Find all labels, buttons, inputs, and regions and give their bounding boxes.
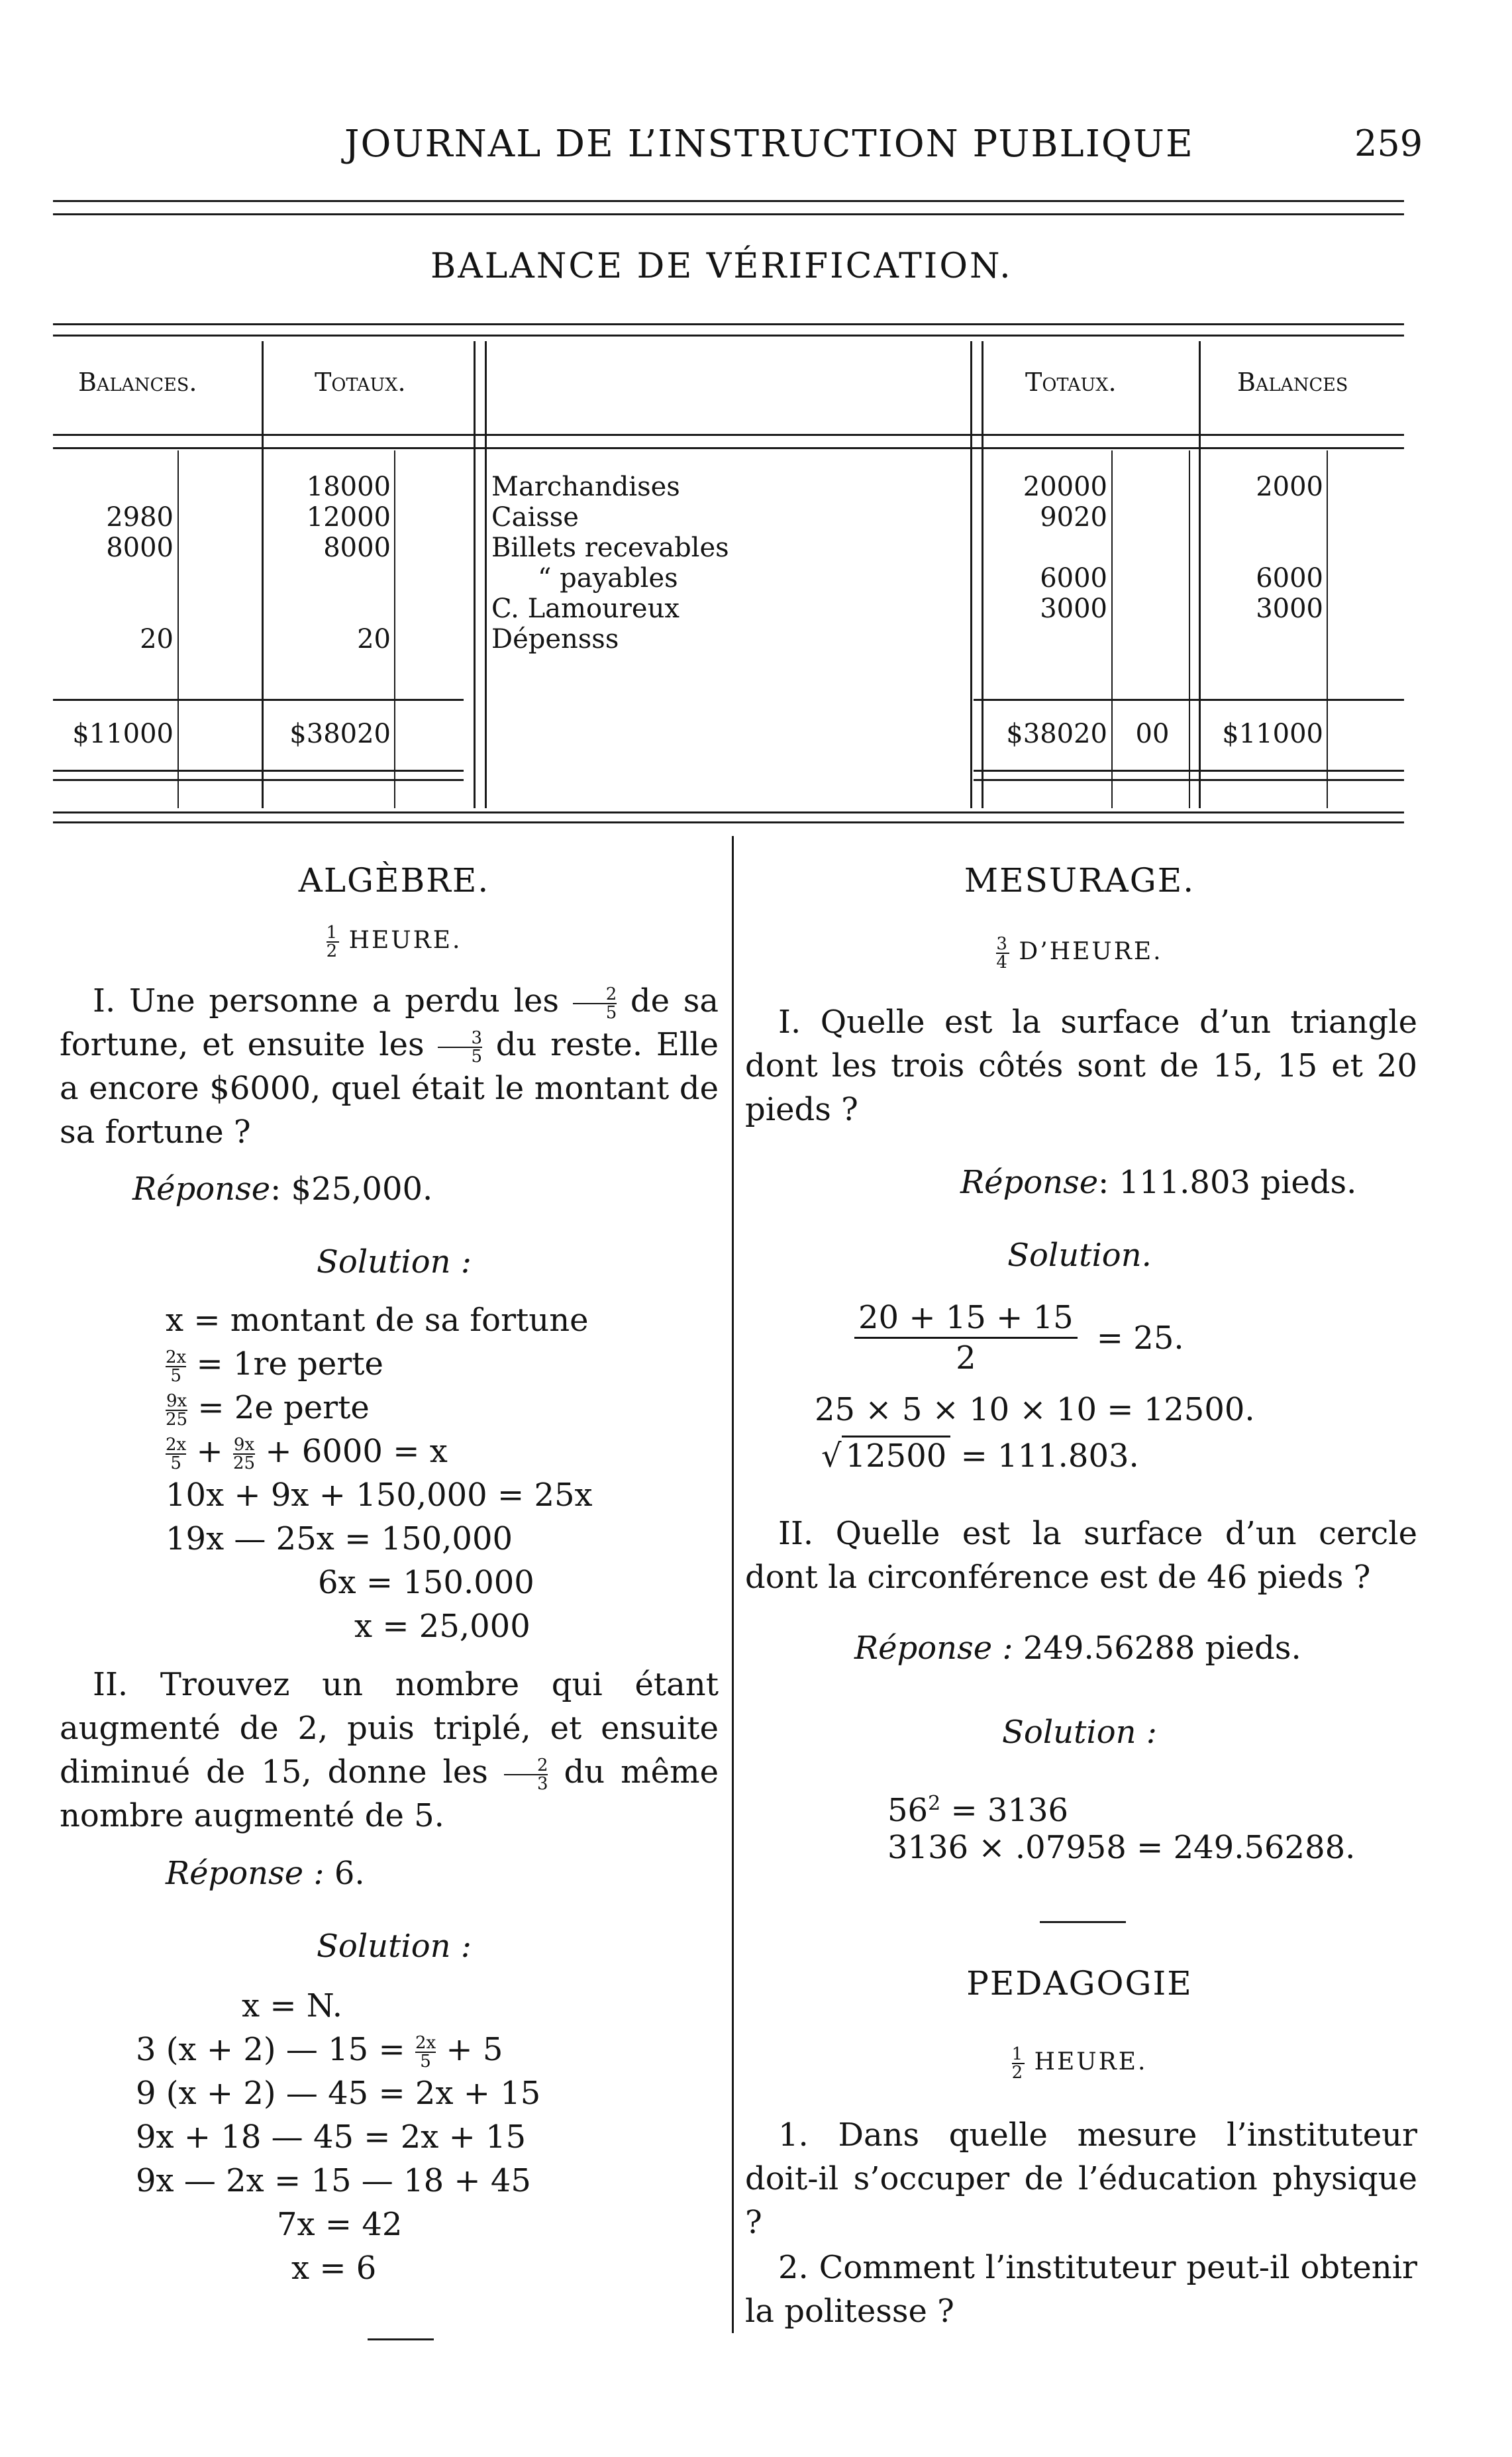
section-separator bbox=[1040, 1921, 1126, 1923]
pedagogie-question-1: 1. Dans quelle mesure l’instituteur doit-il s’occuper de l’éducation physique ? bbox=[745, 2117, 1417, 2241]
page-number: 259 bbox=[1354, 123, 1423, 164]
account-name: Dépensss bbox=[491, 624, 619, 654]
account-name: “ payables bbox=[538, 563, 678, 594]
table-cell: 3000 bbox=[1256, 594, 1323, 624]
table-cell bbox=[79, 472, 174, 502]
table-rule bbox=[53, 335, 1404, 337]
balance-title: BALANCE DE VÉRIFICATION. bbox=[430, 246, 1013, 286]
table-cell: 8000 bbox=[323, 533, 391, 563]
table-cell bbox=[285, 594, 391, 624]
table-col-rule bbox=[1327, 450, 1328, 808]
equation-line: 9x — 2x = 15 — 18 + 45 bbox=[136, 2162, 531, 2199]
table-col-rule bbox=[1199, 341, 1201, 808]
mesurage-solution-2-label: Solution : bbox=[1002, 1714, 1157, 1751]
table-cell: 18000 bbox=[306, 472, 391, 502]
column-accounts bbox=[491, 472, 955, 654]
algebre-title: ALGÈBRE. bbox=[298, 861, 490, 900]
journal-title: JOURNAL DE L’INSTRUCTION PUBLIQUE bbox=[344, 123, 1194, 166]
account-name: Marchandises bbox=[491, 472, 680, 502]
header-balances-left: Balances. bbox=[78, 368, 197, 397]
algebre-answer-2: Réponse : 6. bbox=[166, 1855, 365, 1892]
fraction: $\frac{3}{5}$ bbox=[438, 1029, 482, 1065]
table-col-rule bbox=[970, 341, 972, 808]
mesurage-question-1: I. Quelle est la surface d’un triangle dont les trois côtés sont de 15, 15 et 20 pieds ? bbox=[745, 1004, 1417, 1128]
equation-line: $\frac{9x}{25}$ = 2e perte bbox=[166, 1389, 370, 1430]
table-rule bbox=[53, 447, 1404, 449]
table-cell: 9020 bbox=[1040, 502, 1107, 533]
account-name: Billets recevables bbox=[491, 533, 729, 563]
table-rule bbox=[53, 323, 1404, 325]
equation-line: $\frac{2x}{5}$ = 1re perte bbox=[166, 1345, 383, 1386]
equation-line: 3 (x + 2) — 15 = $\frac{2x}{5}$ + 5 bbox=[136, 2031, 503, 2071]
algebre-solution-2-label: Solution : bbox=[317, 1928, 472, 1965]
algebre-question-1: I. Une personne a perdu les $\frac{2}{5}$ de sa fortune, et ensuite les $\frac{3}{5}$ du reste. Elle a encore $6000, quel était le montant de sa fortune ? bbox=[60, 982, 719, 1151]
mesurage-title: MESURAGE. bbox=[964, 861, 1195, 900]
header-totaux-right: Totaux. bbox=[1025, 368, 1117, 397]
header-totaux-left: Totaux. bbox=[315, 368, 406, 397]
equation-line: 25 × 5 × 10 × 10 = 12500. bbox=[815, 1391, 1255, 1428]
equation-line: x = N. bbox=[242, 1987, 342, 2024]
fraction: $\frac{2}{5}$ bbox=[573, 986, 617, 1021]
equation-line: √ 12500 = 111.803. bbox=[821, 1434, 1139, 1478]
account-name: Caisse bbox=[491, 502, 579, 533]
table-cell bbox=[285, 563, 391, 594]
table-cell bbox=[1212, 502, 1323, 533]
table-rule bbox=[53, 779, 464, 781]
algebre-time bbox=[60, 924, 729, 960]
header-balances-right: Balances bbox=[1237, 368, 1348, 397]
table-col-rule bbox=[394, 450, 395, 808]
table-rule bbox=[53, 434, 1404, 436]
time-fraction: $\frac{3}{4}$ bbox=[996, 934, 1009, 972]
equation-fraction bbox=[854, 1298, 1184, 1377]
time-label: HEURE. bbox=[348, 927, 462, 954]
mesurage-time bbox=[742, 935, 1417, 971]
time-label: D’HEURE. bbox=[1019, 938, 1163, 965]
time-fraction: $\frac{1}{2}$ bbox=[326, 923, 340, 961]
pedagogie-time bbox=[742, 2046, 1417, 2081]
table-cell: 20 bbox=[357, 624, 391, 654]
equation-line: 10x + 9x + 150,000 = 25x bbox=[166, 1477, 593, 1514]
table-col-rule bbox=[474, 341, 476, 808]
table-cell: 6000 bbox=[1256, 563, 1323, 594]
table-col-rule bbox=[485, 341, 487, 808]
time-fraction: $\frac{1}{2}$ bbox=[1011, 2044, 1025, 2083]
table-col-rule bbox=[262, 341, 264, 808]
mesurage-answer-1: Réponse: 111.803 pieds. bbox=[960, 1164, 1357, 1201]
table-cell: 20 bbox=[140, 624, 174, 654]
algebre-question-2: II. Trouvez un nombre qui étant augmenté de 2, puis triplé, et ensuite diminué de 15, donne les $\frac{2}{3}$ du même nombre augmenté de 5. bbox=[60, 1666, 719, 1834]
equation-line: 9x + 18 — 45 = 2x + 15 bbox=[136, 2118, 527, 2156]
table-cell: 3000 bbox=[1040, 594, 1107, 624]
table-rule bbox=[53, 699, 464, 701]
account-name: C. Lamoureux bbox=[491, 594, 680, 624]
table-rule bbox=[53, 811, 1404, 813]
equation-line: 9 (x + 2) — 45 = 2x + 15 bbox=[136, 2075, 541, 2112]
pedagogie-question-2: 2. Comment l’instituteur peut-il obtenir la politesse ? bbox=[745, 2249, 1417, 2330]
header-rule-top bbox=[53, 200, 1404, 202]
table-cell: 12000 bbox=[306, 502, 391, 533]
table-cell bbox=[1212, 624, 1323, 654]
equation-line: 6x = 150.000 bbox=[318, 1564, 534, 1601]
table-cell bbox=[993, 533, 1107, 563]
table-col-rule bbox=[1111, 450, 1113, 808]
fraction: $\frac{2}{3}$ bbox=[504, 1757, 548, 1793]
table-cell bbox=[79, 594, 174, 624]
table-col-rule bbox=[177, 450, 179, 808]
table-rule bbox=[53, 770, 464, 772]
column-totaux-right bbox=[993, 472, 1107, 654]
table-col-rule bbox=[982, 341, 983, 808]
total-balances-left: $11000 bbox=[72, 719, 174, 749]
fraction-denominator: 2 bbox=[956, 1339, 976, 1377]
equation-line: 3136 × .07958 = 249.56288. bbox=[887, 1829, 1356, 1866]
table-cell: 2980 bbox=[106, 502, 174, 533]
header-rule-bottom bbox=[53, 213, 1404, 215]
table-rule bbox=[53, 821, 1404, 823]
total-totaux-left: $38020 bbox=[289, 719, 391, 749]
total-totaux-right: $38020 bbox=[1006, 719, 1107, 749]
total-balances-right: $11000 bbox=[1222, 719, 1323, 749]
time-label: HEURE. bbox=[1034, 2048, 1148, 2075]
table-cell: 6000 bbox=[1040, 563, 1107, 594]
table-cell: 20000 bbox=[1023, 472, 1107, 502]
equation-line: 7x = 42 bbox=[277, 2206, 403, 2243]
column-totaux-left bbox=[285, 472, 391, 654]
table-cell bbox=[1212, 533, 1323, 563]
equation-line: $\frac{2x}{5}$ + $\frac{9x}{25}$ + 6000 = x bbox=[166, 1433, 448, 1473]
table-cell bbox=[993, 624, 1107, 654]
fraction-numerator: 20 + 15 + 15 bbox=[854, 1298, 1078, 1339]
table-cell: 8000 bbox=[106, 533, 174, 563]
equation-line: $56^2 = 3136$ bbox=[887, 1792, 1069, 1829]
equation-line: x = 25,000 bbox=[354, 1608, 530, 1645]
mesurage-solution-1-label: Solution. bbox=[1007, 1237, 1152, 1274]
algebre-answer-1: Réponse: $25,000. bbox=[132, 1171, 433, 1208]
total-totaux-right-cents: 00 bbox=[1135, 719, 1170, 749]
table-col-rule bbox=[1189, 450, 1190, 808]
section-end-rule bbox=[368, 2338, 434, 2340]
mesurage-answer-2: Réponse : 249.56288 pieds. bbox=[854, 1630, 1301, 1667]
pedagogie-title: PEDAGOGIE bbox=[966, 1964, 1193, 2003]
equation-result: = 25. bbox=[1096, 1319, 1184, 1357]
table-cell bbox=[79, 563, 174, 594]
column-balances-left bbox=[79, 472, 174, 654]
column-balances-right bbox=[1212, 472, 1323, 654]
algebre-solution-1-label: Solution : bbox=[317, 1243, 472, 1281]
equation-line: 19x — 25x = 150,000 bbox=[166, 1520, 513, 1557]
mesurage-question-2: II. Quelle est la surface d’un cercle dont la circonférence est de 46 pieds ? bbox=[745, 1515, 1417, 1596]
equation-line: x = montant de sa fortune bbox=[166, 1302, 589, 1339]
column-divider bbox=[732, 836, 734, 2333]
equation-line: x = 6 bbox=[291, 2250, 377, 2287]
table-cell: 2000 bbox=[1256, 472, 1323, 502]
